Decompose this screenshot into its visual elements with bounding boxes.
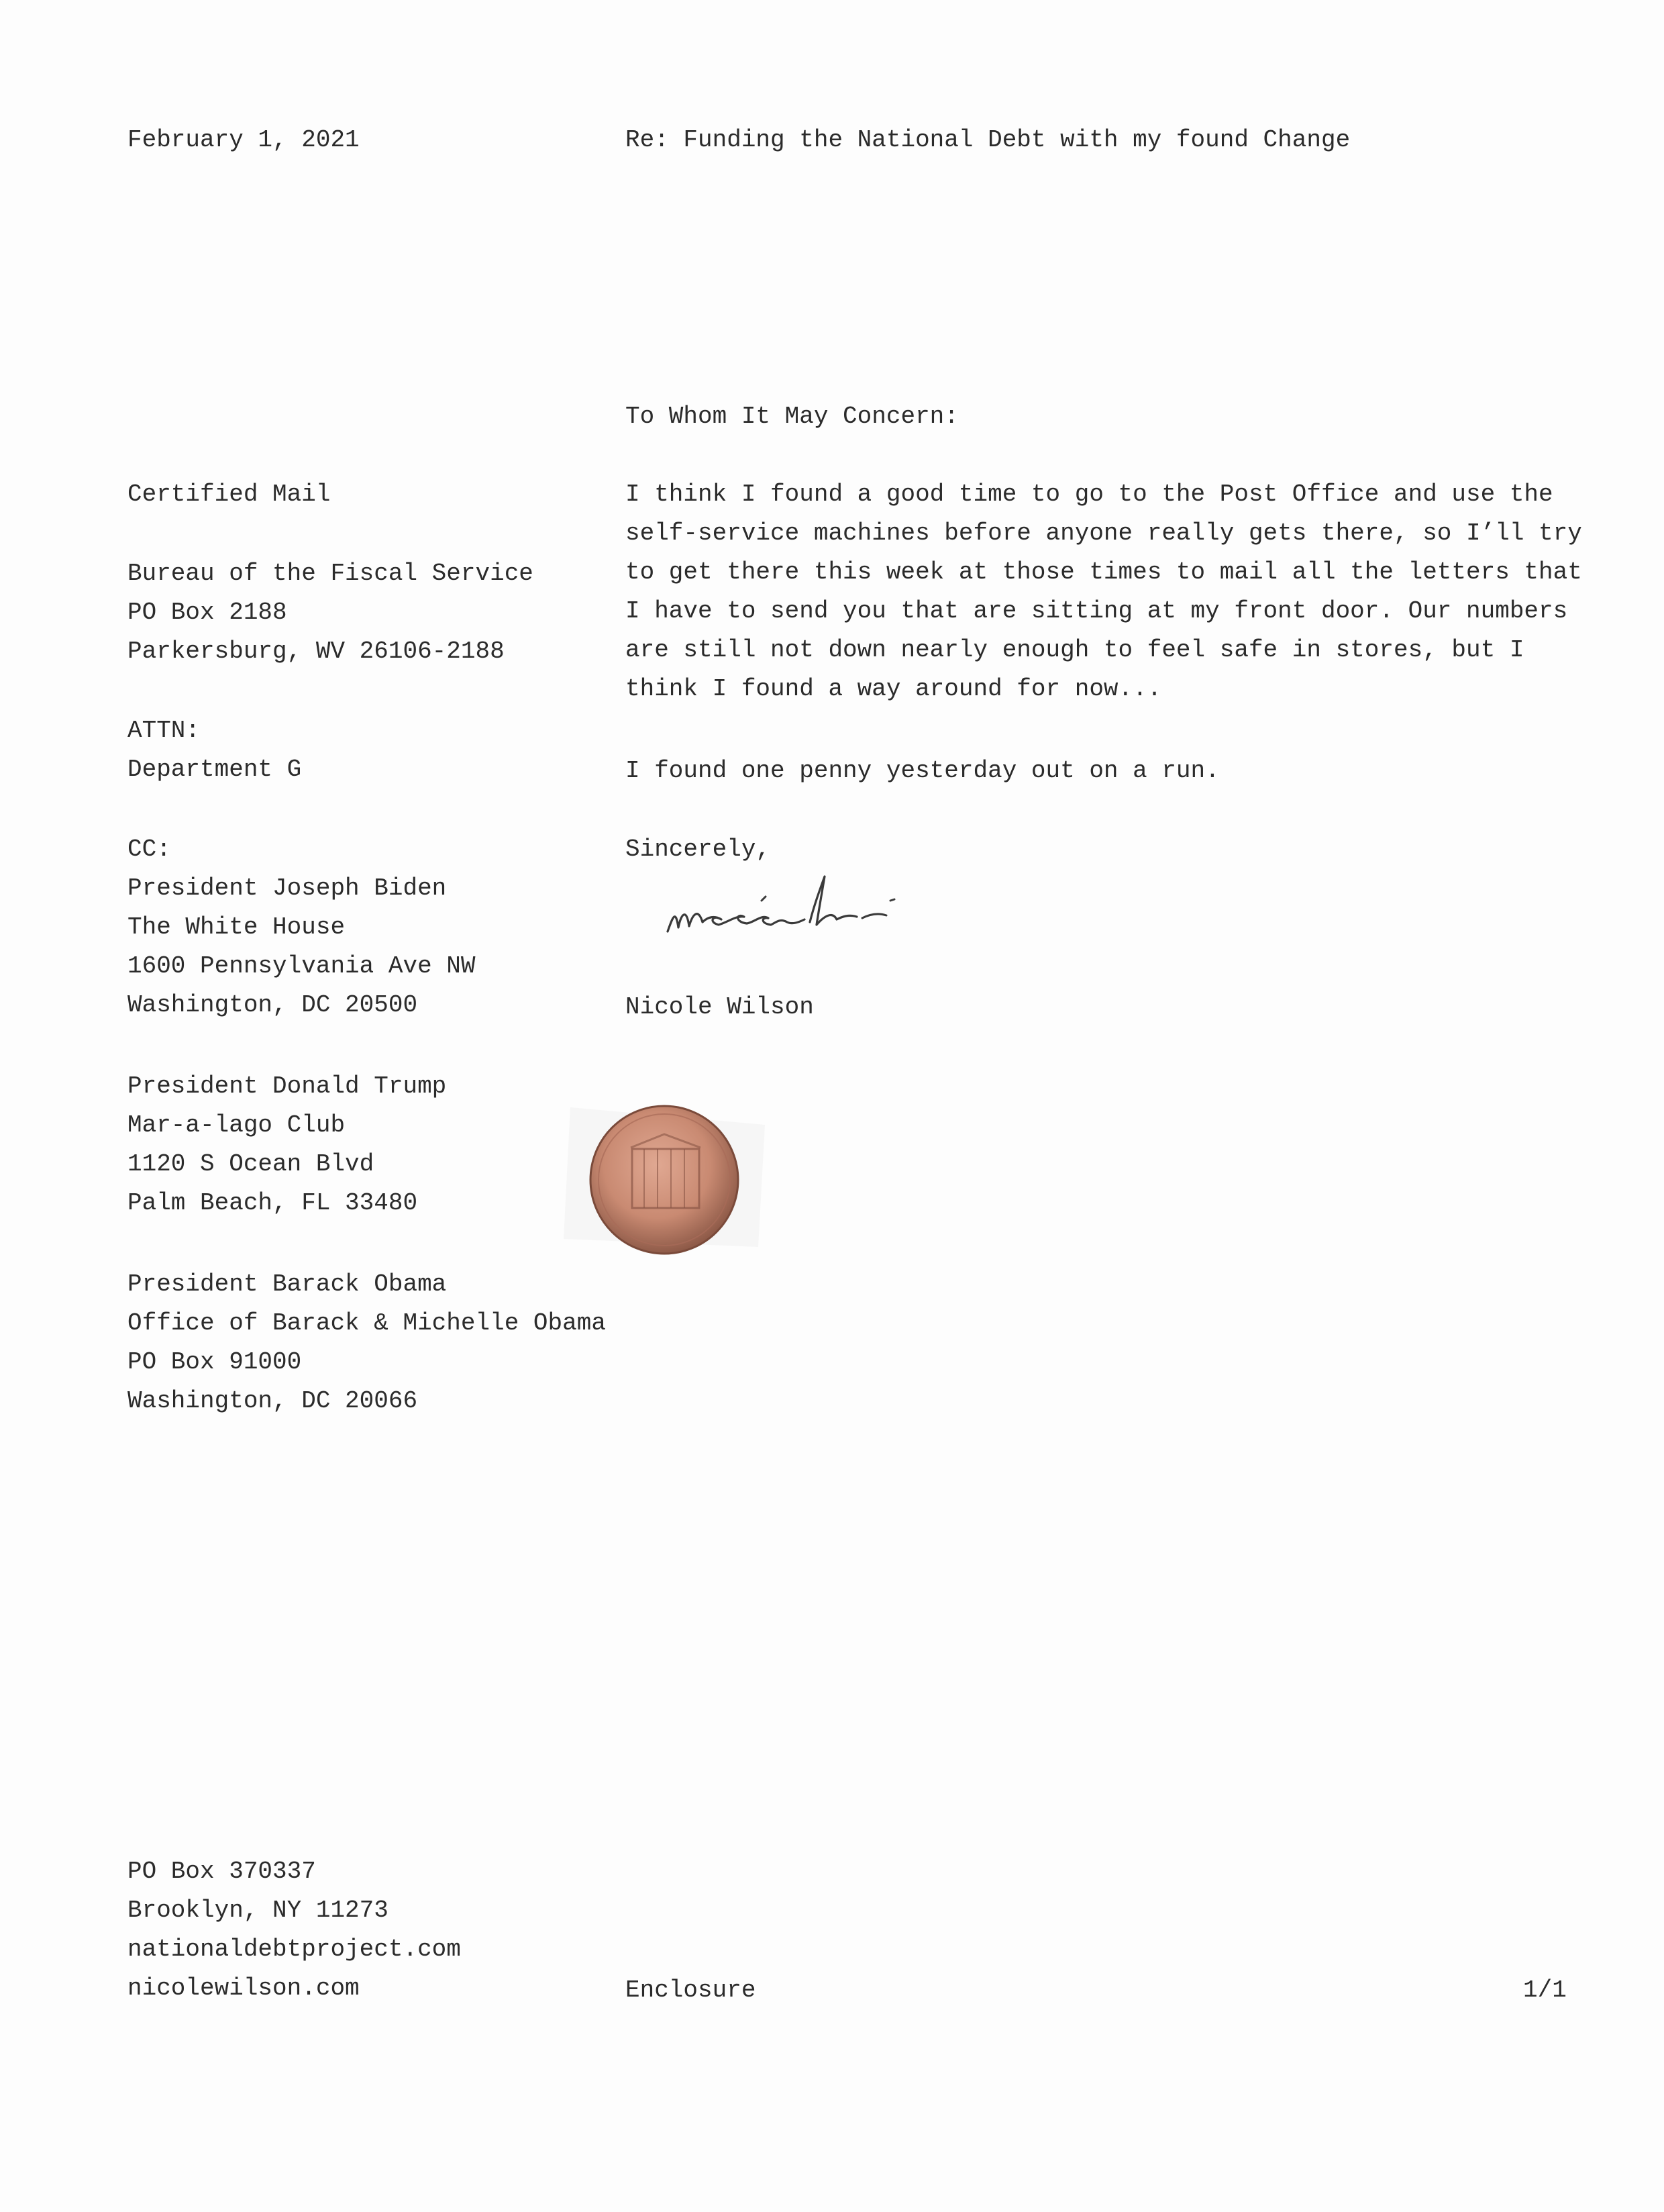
body-line: think I found a way around for now... bbox=[625, 675, 1162, 703]
body-paragraph bbox=[625, 475, 1582, 709]
cc-line: President Joseph Biden bbox=[127, 874, 447, 902]
handwritten-signature bbox=[661, 852, 983, 960]
cc-line: Office of Barack & Michelle Obama bbox=[127, 1309, 606, 1337]
recipient-line: Bureau of the Fiscal Service bbox=[127, 560, 533, 587]
cc-trump bbox=[127, 1067, 446, 1223]
attn-label: ATTN: bbox=[127, 717, 201, 744]
cc-line: Palm Beach, FL 33480 bbox=[127, 1189, 418, 1217]
body-line: to get there this week at those times to mail all the letters that bbox=[625, 558, 1582, 586]
signer-name: Nicole Wilson bbox=[625, 993, 814, 1021]
cc-label: CC: bbox=[127, 836, 171, 863]
cc-obama bbox=[127, 1265, 606, 1421]
salutation: To Whom It May Concern: bbox=[625, 403, 959, 430]
body-paragraph-2: I found one penny yesterday out on a run. bbox=[625, 757, 1220, 785]
recipient-address bbox=[127, 554, 533, 671]
page-number: 1/1 bbox=[1523, 1976, 1567, 2004]
recipient-line: PO Box 2188 bbox=[127, 599, 287, 626]
website-text: nicolewilson.com bbox=[127, 1974, 360, 2002]
enclosure-note: Enclosure bbox=[625, 1976, 756, 2004]
website-text: nationaldebtproject.com bbox=[127, 1936, 461, 1963]
delivery-method: Certified Mail bbox=[127, 481, 331, 508]
recipient-line: Parkersburg, WV 26106-2188 bbox=[127, 638, 505, 665]
cc-biden bbox=[127, 830, 475, 1025]
letter-subject: Re: Funding the National Debt with my found Change bbox=[625, 126, 1351, 154]
attention-block bbox=[127, 711, 301, 789]
cc-line: 1600 Pennsylvania Ave NW bbox=[127, 952, 476, 980]
return-address bbox=[127, 1852, 461, 2008]
return-address-line: PO Box 370337 bbox=[127, 1858, 316, 1885]
letter-date: February 1, 2021 bbox=[127, 126, 360, 154]
cc-line: Washington, DC 20500 bbox=[127, 991, 418, 1019]
attn-value: Department G bbox=[127, 756, 302, 783]
cc-line: PO Box 91000 bbox=[127, 1348, 302, 1376]
body-line: are still not down nearly enough to feel safe in stores, but I bbox=[625, 636, 1524, 664]
cc-line: Mar-a-lago Club bbox=[127, 1111, 346, 1139]
body-line: self-service machines before anyone really gets there, so I’ll try bbox=[625, 519, 1582, 547]
penny-coin-image bbox=[557, 1101, 772, 1262]
cc-line: 1120 S Ocean Blvd bbox=[127, 1150, 374, 1178]
cc-line: Washington, DC 20066 bbox=[127, 1387, 418, 1415]
closing: Sincerely, bbox=[625, 836, 771, 863]
cc-line: President Barack Obama bbox=[127, 1270, 447, 1298]
body-line: I think I found a good time to go to the Post Office and use the bbox=[625, 481, 1553, 508]
cc-line: President Donald Trump bbox=[127, 1072, 447, 1100]
cc-line: The White House bbox=[127, 913, 346, 941]
body-line: I have to send you that are sitting at my front door. Our numbers bbox=[625, 597, 1568, 625]
return-address-line: Brooklyn, NY 11273 bbox=[127, 1897, 388, 1924]
